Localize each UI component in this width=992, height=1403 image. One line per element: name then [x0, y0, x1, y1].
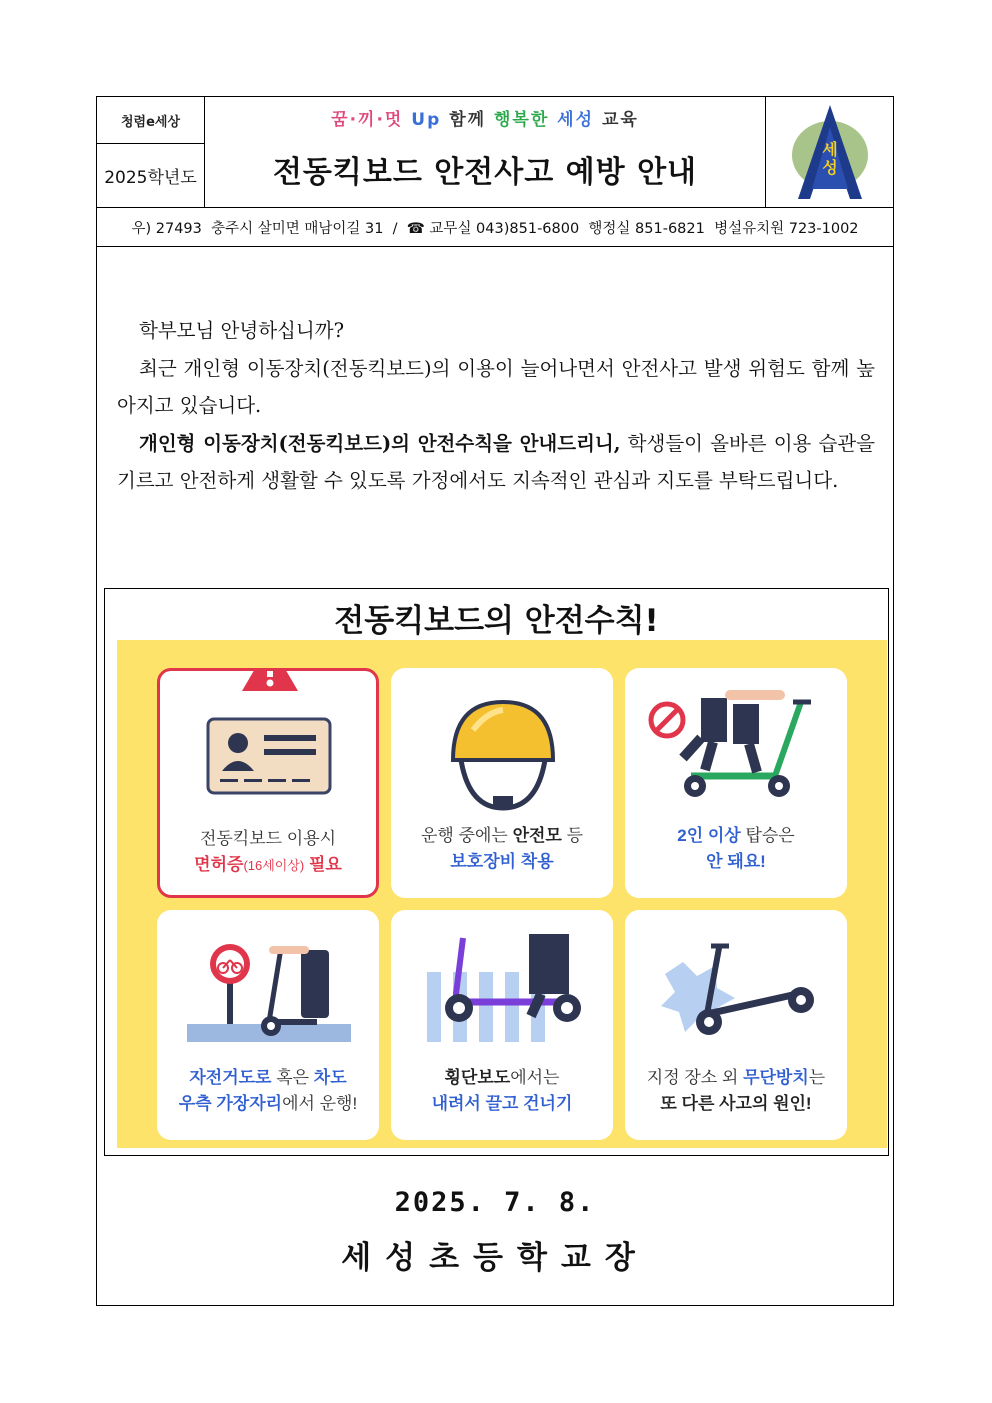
svg-text:성: 성 — [822, 158, 838, 177]
rule-card-bike-lane — [157, 910, 379, 1140]
rule-card-license-text: 전동킥보드 이용시 면허증(16세이상) 필요 — [194, 829, 342, 874]
notice-body — [117, 312, 875, 500]
rule-card-crosswalk — [391, 910, 613, 1140]
safety-rules-title: 전동킥보드의 안전수칙! — [334, 603, 659, 639]
school-emblem-icon — [766, 97, 894, 207]
motto-part-3: 함께 — [449, 110, 487, 130]
header-left-cell — [97, 97, 205, 207]
rule-card-helmet — [391, 668, 613, 898]
document-title: 전동킥보드 안전사고 예방 안내 — [272, 155, 698, 190]
motto-part-4: 행복한 — [493, 110, 550, 130]
safety-rules-box — [104, 588, 889, 1156]
abandoned-scooter-icon — [625, 910, 847, 1060]
motto-part-5: 세성 — [557, 110, 595, 130]
address-bar: 우) 27493 충주시 살미면 매남이길 31 / ☎ 교무실 043)851-6800 행정실 851-6821 병설유치원 723-1002 — [97, 207, 893, 247]
helmet-icon — [391, 668, 613, 818]
school-principal: 세성초등학교장 — [341, 1240, 649, 1276]
motto-part-1: 꿈·끼·멋 — [331, 110, 404, 130]
crosswalk-scooter-icon — [391, 910, 613, 1060]
paragraph-1: 최근 개인형 이동장치(전동킥보드)의 이용이 늘어나면서 안전사고 발생 위험도 함께 높아지고 있습니다. — [117, 356, 875, 417]
rule-card-parking-text: 지정 장소 외 무단방치는 또 다른 사고의 원인! — [646, 1068, 826, 1113]
id-card-icon — [160, 671, 382, 821]
header-center-cell — [205, 97, 765, 207]
paragraph-2 — [117, 425, 875, 500]
school-logo — [765, 97, 894, 207]
rule-card-parking — [625, 910, 847, 1140]
rule-card-helmet-text: 운행 중에는 안전모 등 보호장비 착용 — [421, 826, 583, 871]
rule-card-license — [157, 668, 379, 898]
rule-card-no-double — [625, 668, 847, 898]
greeting: 학부모님 안녕하십니까? — [139, 319, 345, 342]
safety-infographic — [117, 640, 887, 1148]
rule-card-bike-lane-text: 자전거도로 혹은 차도 우측 가장자리에서 운행! — [178, 1068, 358, 1113]
paragraph-2-rest: 학생들이 올바른 이용 습관을 기르고 안전하게 생활할 수 있도록 가정에서도 지속적인 관심과 지도를 부탁드립니다. — [117, 431, 875, 492]
paragraph-2-emphasis: 개인형 이동장치(전동킥보드)의 안전수칙을 안내드리니, — [139, 431, 621, 455]
rule-card-no-double-text: 2인 이상 탑승은 안 돼요! — [677, 826, 795, 871]
school-year: 2025학년도 — [104, 168, 197, 188]
education-motto — [205, 105, 765, 130]
bike-lane-sign-icon — [157, 910, 379, 1060]
emblem-text: 세 — [822, 140, 838, 159]
integrity-slogan: 청렴e세상 — [97, 97, 204, 144]
notice-document — [96, 96, 894, 1306]
motto-part-6: 교육 — [601, 110, 639, 130]
double-riding-scooter-icon — [625, 668, 847, 818]
issue-date: 2025. 7. 8. — [394, 1187, 596, 1218]
motto-part-2: Up — [411, 110, 442, 130]
rule-card-crosswalk-text: 횡단보도에서는 내려서 끌고 건너기 — [431, 1068, 573, 1113]
